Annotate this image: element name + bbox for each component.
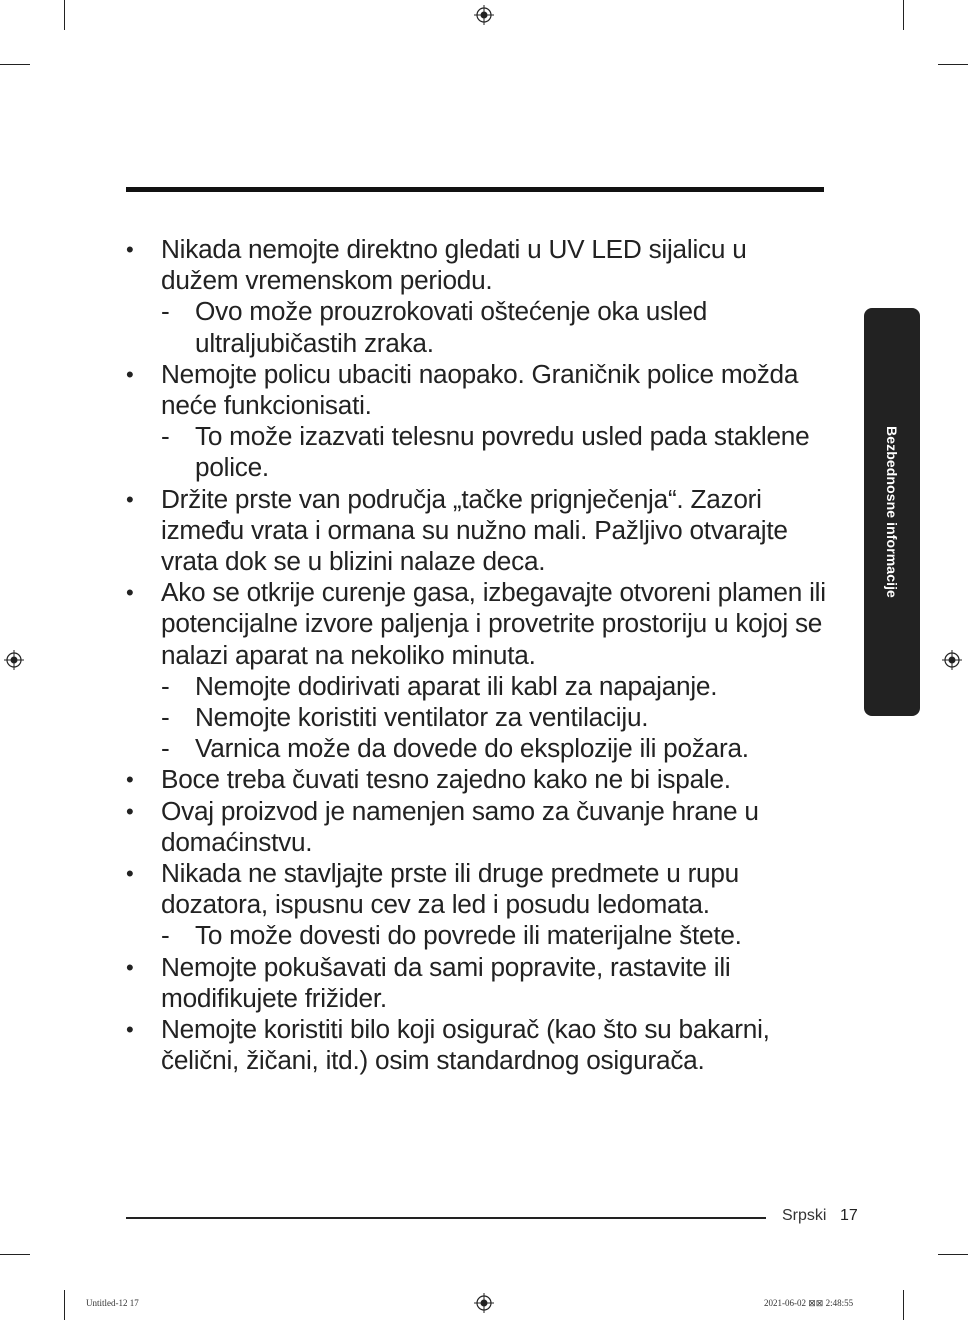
list-item-text: Boce treba čuvati tesno zajedno kako ne bi ispale. bbox=[161, 764, 731, 795]
list-item-text: Nemojte policu ubaciti naopako. Graničnik police možda neće funkcionisati. bbox=[161, 358, 799, 421]
sub-list-item bbox=[161, 671, 826, 702]
dash-marker: - bbox=[161, 296, 170, 327]
sub-list-item bbox=[161, 920, 826, 951]
list-item bbox=[126, 796, 826, 858]
footer-language: Srpski bbox=[782, 1207, 827, 1224]
list-item bbox=[126, 359, 826, 484]
sub-list-item bbox=[161, 733, 826, 764]
crop-mark bbox=[64, 1290, 65, 1320]
list-item bbox=[126, 234, 826, 359]
sub-list-item-text: Nemojte dodirivati aparat ili kabl za napajanje. bbox=[195, 670, 718, 701]
list-item bbox=[126, 858, 826, 952]
footer-rule bbox=[126, 1217, 766, 1219]
list-item bbox=[126, 484, 826, 578]
crop-mark bbox=[938, 1254, 968, 1255]
bullet-icon: • bbox=[126, 1017, 134, 1043]
header-rule bbox=[126, 187, 824, 192]
list-item bbox=[126, 764, 826, 795]
list-item-text: Nikada nemojte direktno gledati u UV LED sijalicu u dužem vremenskom periodu. bbox=[161, 234, 747, 296]
safety-list bbox=[126, 234, 826, 1076]
dash-marker: - bbox=[161, 733, 170, 764]
dash-marker: - bbox=[161, 421, 170, 452]
sub-list-item bbox=[161, 702, 826, 733]
list-item bbox=[126, 1014, 826, 1076]
sub-list-item-text: To može dovesti do povrede ili materijalne štete. bbox=[195, 920, 742, 951]
dash-marker: - bbox=[161, 920, 170, 951]
registration-mark-icon bbox=[942, 650, 962, 670]
crop-mark bbox=[903, 0, 904, 30]
bullet-icon: • bbox=[126, 954, 134, 980]
list-item-text: Ako se otkrije curenje gasa, izbegavajte otvoreni plamen ili potencijalne izvore paljenja i provetrite prostoriju u kojoj se nalazi aparat na nekoliko minuta. bbox=[161, 577, 826, 670]
bullet-icon: • bbox=[126, 361, 134, 387]
list-item bbox=[126, 577, 826, 764]
crop-mark bbox=[64, 0, 65, 30]
list-item-text: Nikada ne stavljajte prste ili druge predmete u rupu dozatora, ispusnu cev za led i posudu ledomata. bbox=[161, 858, 739, 920]
sub-list-item-text: Nemojte koristiti ventilator za ventilaciju. bbox=[195, 702, 649, 733]
crop-mark bbox=[0, 1254, 30, 1255]
dash-marker: - bbox=[161, 702, 170, 733]
sub-list-item-text: To može izazvati telesnu povredu usled pada staklene police. bbox=[195, 421, 810, 483]
list-item bbox=[126, 952, 826, 1014]
list-item-text: Nemojte pokušavati da sami popravite, rastavite ili modifikujete frižider. bbox=[161, 951, 731, 1013]
bullet-icon: • bbox=[126, 237, 134, 262]
list-item-text: Nemojte koristiti bilo koji osigurač (kao što su bakarni, čelični, žičani, itd.) osim standardnog osigurača. bbox=[161, 1014, 770, 1076]
bullet-icon: • bbox=[126, 861, 134, 887]
bullet-icon: • bbox=[126, 798, 134, 824]
print-slug-right: 2021-06-02 ⊠⊠ 2:48:55 bbox=[764, 1298, 854, 1308]
sub-list-item-text: Varnica može da dovede do eksplozije ili požara. bbox=[195, 733, 749, 764]
crop-mark bbox=[938, 64, 968, 65]
section-tab-label: Bezbednosne informacije bbox=[884, 426, 900, 598]
section-tab bbox=[864, 308, 920, 716]
crop-mark bbox=[903, 1290, 904, 1320]
registration-mark-icon bbox=[4, 650, 24, 670]
bullet-icon: • bbox=[126, 580, 134, 606]
list-item-text: Ovaj proizvod je namenjen samo za čuvanje hrane u domaćinstvu. bbox=[161, 795, 759, 857]
sub-list-item bbox=[161, 421, 826, 483]
registration-mark-icon bbox=[474, 1293, 494, 1313]
crop-mark bbox=[0, 64, 30, 65]
page-number: 17 bbox=[840, 1207, 858, 1224]
bullet-icon: • bbox=[126, 767, 134, 793]
bullet-icon: • bbox=[126, 486, 134, 512]
registration-mark-icon bbox=[474, 5, 494, 25]
list-item-text: Držite prste van područja „tačke prignječenja“. Zazori između vrata i ormana su nužno mali. Pažljivo otvarajte vrata dok se u blizini nalaze deca. bbox=[161, 483, 788, 577]
dash-marker: - bbox=[161, 670, 170, 701]
sub-list-item-text: Ovo može prouzrokovati oštećenje oka usled ultraljubičastih zraka. bbox=[195, 296, 708, 358]
print-slug-left: Untitled-12 17 bbox=[86, 1298, 139, 1308]
sub-list-item bbox=[161, 296, 826, 358]
